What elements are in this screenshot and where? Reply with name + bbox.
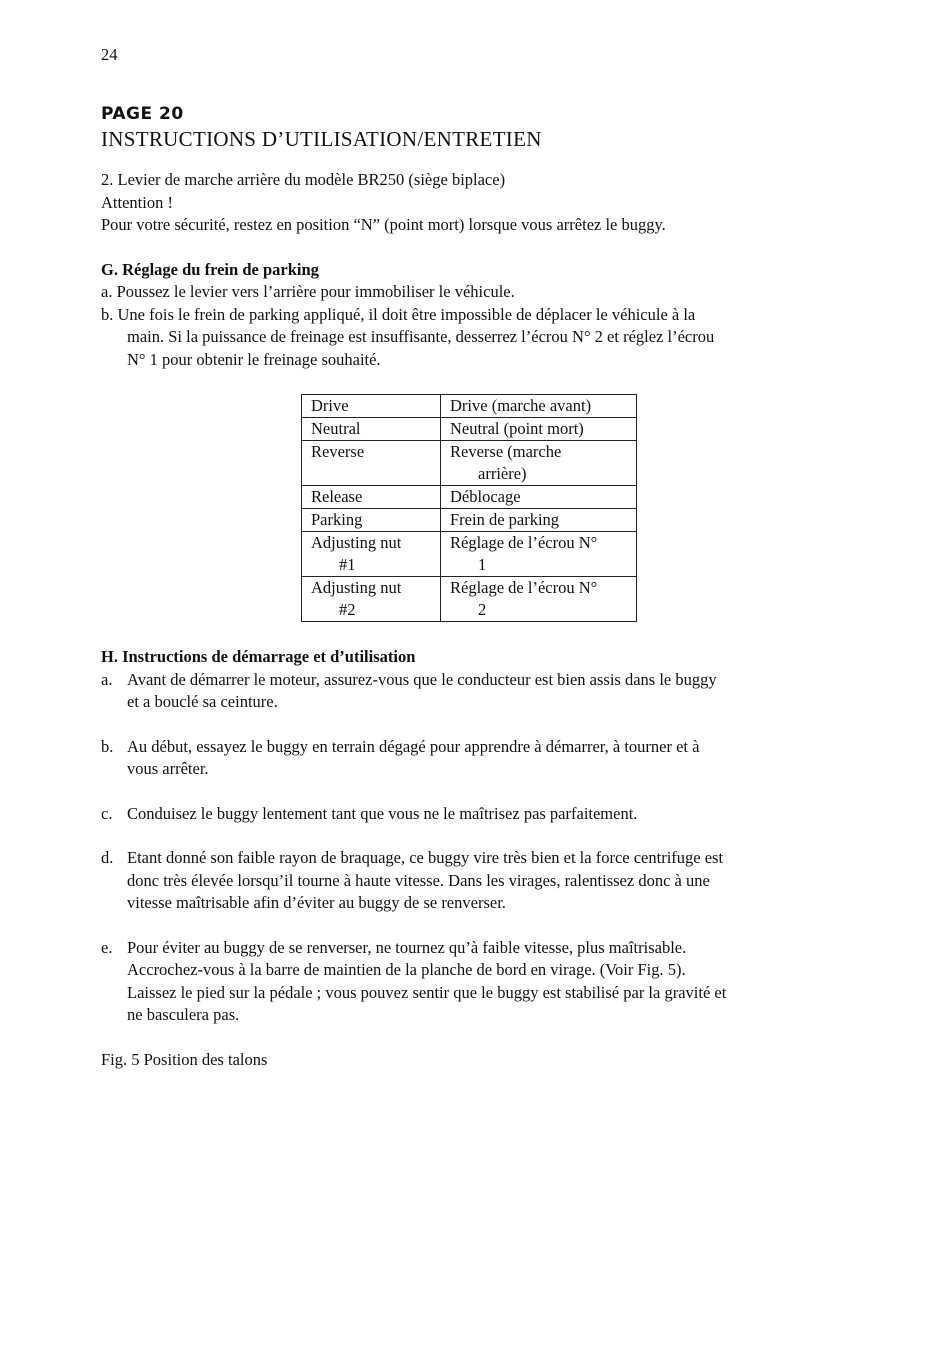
- english-term: Parking: [311, 510, 363, 529]
- section-g-item-b-line-1: b. Une fois le frein de parking appliqué, il doit être impossible de déplacer le véhicule à la: [101, 304, 696, 324]
- section-g-heading: G. Réglage du frein de parking: [101, 259, 319, 279]
- french-term-continued: 1: [478, 555, 487, 574]
- table-row: [302, 441, 637, 486]
- english-term: Neutral: [311, 419, 361, 438]
- english-term-continued: #1: [339, 555, 356, 574]
- list-item-marker: b.: [101, 736, 114, 756]
- list-item-line: ne basculera pas.: [127, 1005, 240, 1024]
- table-cell-french: [441, 418, 637, 441]
- list-item-line: Etant donné son faible rayon de braquage, ce buggy vire très bien et la force centrifuge est: [127, 848, 724, 867]
- page-number: 24: [101, 45, 118, 64]
- list-item-line: Conduisez le buggy lentement tant que vous ne le maîtrisez pas parfaitement.: [127, 803, 638, 823]
- page-title: INSTRUCTIONS D’UTILISATION/ENTRETIEN: [101, 127, 542, 151]
- list-item-marker: a.: [101, 669, 113, 689]
- list-item-line: Laissez le pied sur la pédale ; vous pouvez sentir que le buggy est stabilisé par la gravité et: [127, 982, 727, 1002]
- english-term-continued: #2: [339, 600, 356, 619]
- table-cell-french: [441, 577, 637, 622]
- english-term: Adjusting nut: [311, 533, 402, 552]
- french-term-continued: 2: [478, 600, 487, 619]
- table-cell-french: [441, 532, 637, 577]
- table-cell-english: [302, 441, 441, 486]
- table-cell-french: [441, 486, 637, 509]
- table-cell-english: [302, 418, 441, 441]
- table-cell-english: [302, 509, 441, 532]
- table-row: [302, 395, 637, 418]
- list-item-line: Accrochez-vous à la barre de maintien de la planche de bord en virage. (Voir Fig. 5).: [127, 960, 686, 979]
- section-g-item-b-line-3: N° 1 pour obtenir le freinage souhaité.: [127, 349, 381, 369]
- table-row: [302, 509, 637, 532]
- french-term: Déblocage: [450, 487, 521, 506]
- english-term: Drive: [311, 396, 349, 415]
- table-cell-french: [441, 441, 637, 486]
- table-row: [302, 486, 637, 509]
- list-item: [101, 847, 861, 915]
- table-cell-french: [441, 509, 637, 532]
- table-cell-english: [302, 577, 441, 622]
- table-cell-english: [302, 395, 441, 418]
- french-term: Drive (marche avant): [450, 396, 592, 415]
- list-item-line: vitesse maîtrisable afin d’éviter au buggy de se renverser.: [127, 893, 506, 912]
- french-term: Réglage de l’écrou N°: [450, 533, 598, 552]
- table-row: [302, 532, 637, 577]
- section-h-heading: H. Instructions de démarrage et d’utilisation: [101, 647, 416, 666]
- intro-line-1: 2. Levier de marche arrière du modèle BR250 (siège biplace): [101, 170, 506, 189]
- section-h-list: [101, 669, 861, 1027]
- french-term-continued: arrière): [478, 464, 527, 483]
- terms-table: [301, 394, 637, 622]
- french-term: Réglage de l’écrou N°: [450, 578, 598, 597]
- page-content: [101, 103, 861, 1071]
- table-row: [302, 418, 637, 441]
- table-cell-french: [441, 395, 637, 418]
- table-cell-english: [302, 486, 441, 509]
- list-item-line: Au début, essayez le buggy en terrain dégagé pour apprendre à démarrer, à tourner et à: [127, 736, 700, 756]
- french-term: Reverse (marche: [450, 442, 562, 461]
- list-item-marker: c.: [101, 803, 113, 823]
- list-item-line: Avant de démarrer le moteur, assurez-vous que le conducteur est bien assis dans le buggy: [127, 669, 717, 689]
- english-term: Adjusting nut: [311, 578, 402, 597]
- english-term: Reverse: [311, 442, 365, 461]
- list-item: [101, 736, 861, 781]
- section-g: [101, 259, 861, 372]
- section-g-item-b-line-2: main. Si la puissance de freinage est insuffisante, desserrez l’écrou N° 2 et réglez l’écrou: [127, 327, 715, 346]
- figure-caption: Fig. 5 Position des talons: [101, 1049, 268, 1069]
- section-g-item-a: a. Poussez le levier vers l’arrière pour immobiliser le véhicule.: [101, 282, 515, 301]
- list-item-marker: d.: [101, 848, 114, 867]
- list-item-line: vous arrêter.: [127, 759, 209, 778]
- french-term: Frein de parking: [450, 510, 560, 529]
- list-item: [101, 803, 861, 826]
- english-term: Release: [311, 487, 363, 506]
- list-item-line: Pour éviter au buggy de se renverser, ne tournez qu’à faible vitesse, plus maîtrisable.: [127, 937, 687, 957]
- intro-line-2: Attention !: [101, 192, 173, 212]
- intro-line-3: Pour votre sécurité, restez en position “N” (point mort) lorsque vous arrêtez le buggy.: [101, 215, 666, 234]
- table-row: [302, 577, 637, 622]
- table-cell-english: [302, 532, 441, 577]
- page-tag: PAGE 20: [101, 104, 184, 124]
- list-item-marker: e.: [101, 937, 113, 957]
- list-item: [101, 669, 861, 714]
- intro-block: [101, 169, 861, 237]
- list-item-line: donc très élevée lorsqu’il tourne à haute vitesse. Dans les virages, ralentissez donc à une: [127, 870, 710, 890]
- french-term: Neutral (point mort): [450, 419, 584, 438]
- list-item: [101, 937, 861, 1027]
- list-item-line: et a bouclé sa ceinture.: [127, 692, 278, 711]
